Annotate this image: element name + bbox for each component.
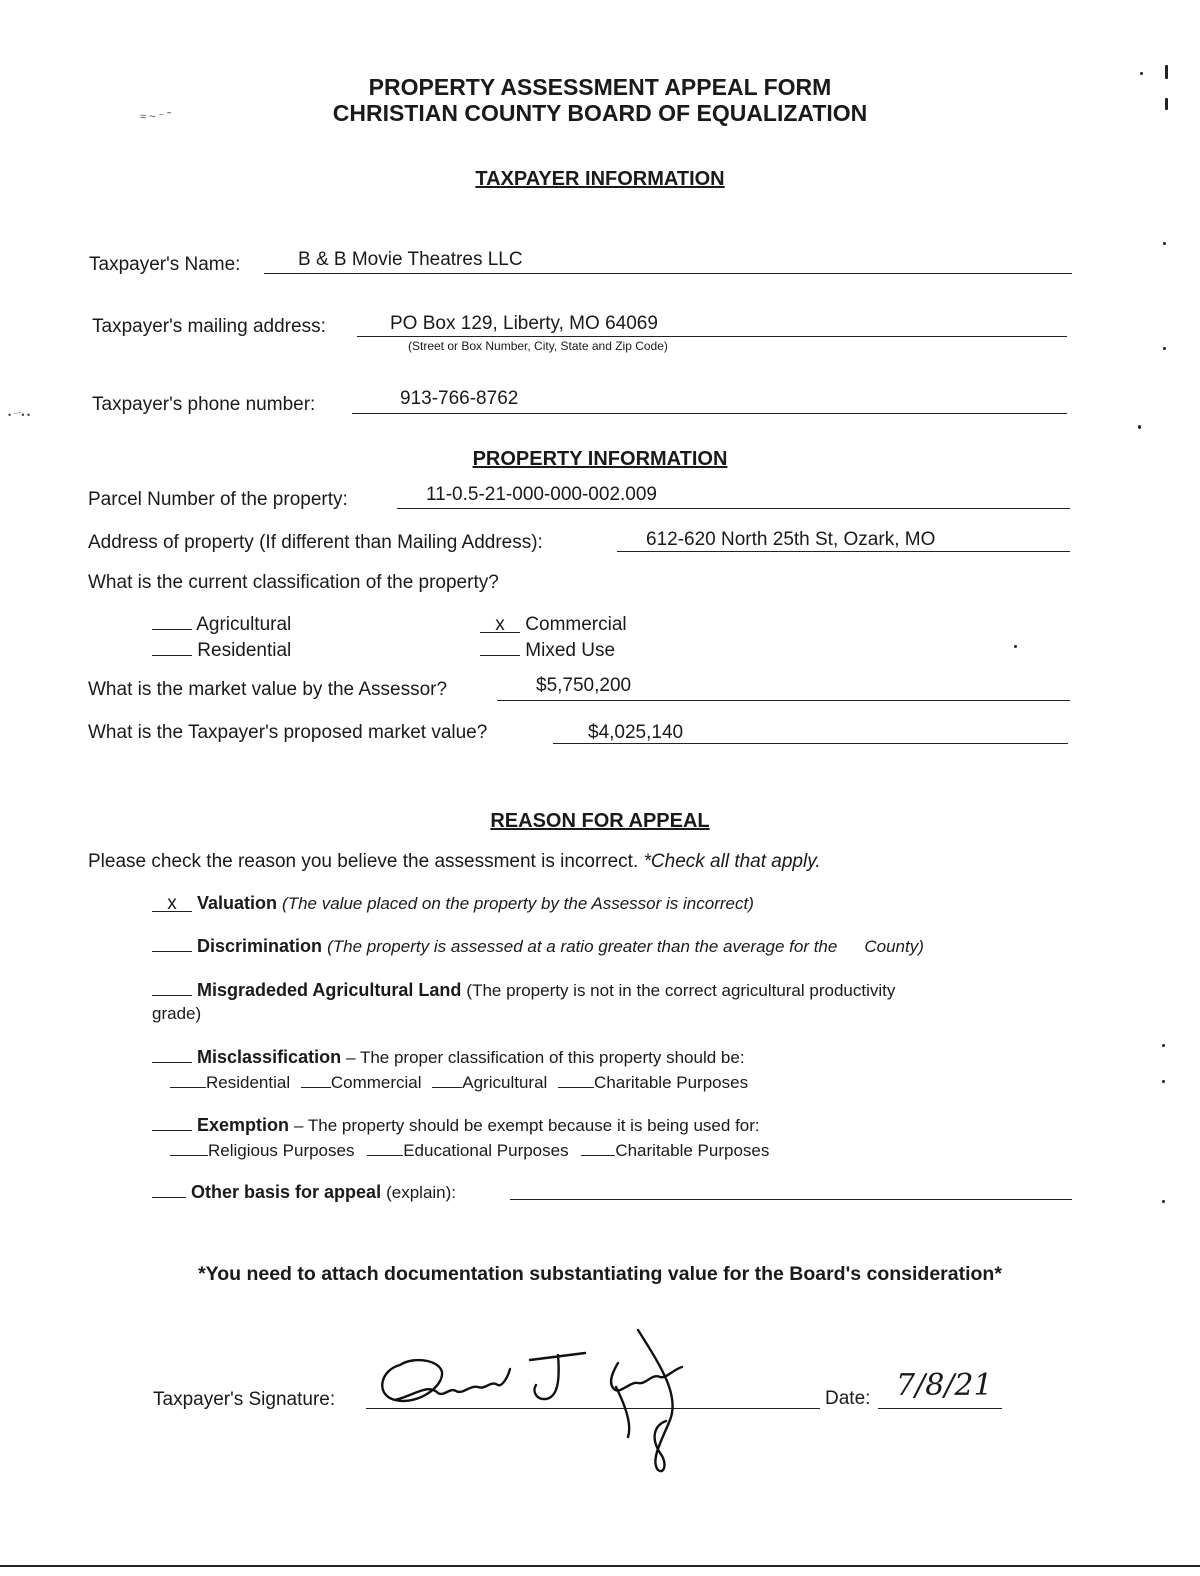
classification-agricultural[interactable] <box>152 614 291 636</box>
classification-mixed-use-label: Mixed Use <box>525 640 616 661</box>
checkbox-misclass-commercial[interactable] <box>301 1073 331 1088</box>
scan-speck <box>1140 72 1143 75</box>
classification-question: What is the current classification of the property? <box>88 572 499 593</box>
parcel-value[interactable]: 11-0.5-21-000-000-002.009 <box>426 484 657 505</box>
checkbox-exempt-religious[interactable] <box>170 1141 208 1156</box>
taxpayer-section-title: TAXPAYER INFORMATION <box>475 168 725 190</box>
reason-valuation[interactable] <box>152 893 754 914</box>
appeal-instruction-note: *Check all that apply. <box>643 851 821 872</box>
taxpayer-name-value[interactable]: B & B Movie Theatres LLC <box>298 249 523 270</box>
checkbox-misgraded[interactable] <box>152 981 192 996</box>
form-subtitle: CHRISTIAN COUNTY BOARD OF EQUALIZATION <box>332 100 868 126</box>
form-title: PROPERTY ASSESSMENT APPEAL FORM <box>368 74 832 100</box>
classification-residential-label: Residential <box>197 640 292 661</box>
documentation-notice: *You need to attach documentation substantiating value for the Board's consideration* <box>198 1263 1002 1285</box>
checkbox-misclass-residential[interactable] <box>170 1073 206 1088</box>
date-label: Date: <box>825 1388 871 1409</box>
checkbox-exempt-charitable[interactable] <box>581 1141 615 1156</box>
checkbox-misclass-charitable[interactable] <box>558 1073 594 1088</box>
misclass-charitable-label: Charitable Purposes <box>594 1073 749 1092</box>
appeal-section-title: REASON FOR APPEAL <box>490 810 710 832</box>
reason-other[interactable] <box>152 1182 456 1203</box>
reason-discrimination-label: Discrimination <box>197 936 323 956</box>
checkbox-exemption[interactable] <box>152 1116 192 1131</box>
proposed-value[interactable]: $4,025,140 <box>588 722 684 743</box>
mailing-address-value[interactable]: PO Box 129, Liberty, MO 64069 <box>390 313 658 334</box>
mailing-address-line <box>357 336 1067 337</box>
property-address-value[interactable]: 612-620 North 25th St, Ozark, MO <box>646 529 936 550</box>
reason-valuation-desc: (The value placed on the property by the Assessor is incorrect) <box>282 894 754 913</box>
checkbox-misclass-agricultural[interactable] <box>432 1073 462 1088</box>
appeal-instruction <box>88 851 821 873</box>
page-bottom-border <box>0 1565 1200 1567</box>
reason-valuation-label: Valuation <box>197 893 278 913</box>
property-address-label: Address of property (If different than Mailing Address): <box>88 532 543 553</box>
reason-misgraded-label: Misgradeded Agricultural Land <box>197 980 462 1000</box>
reason-exemption-label: Exemption <box>197 1115 290 1135</box>
reason-discrimination-desc-end: County) <box>864 937 924 956</box>
assessor-value[interactable]: $5,750,200 <box>536 675 632 696</box>
scan-speck <box>1163 347 1166 350</box>
checkbox-valuation[interactable]: x <box>152 897 192 912</box>
reason-exemption[interactable] <box>152 1115 760 1136</box>
phone-line <box>352 413 1067 414</box>
assessor-value-label: What is the market value by the Assessor? <box>88 679 448 700</box>
misclass-commercial-label: Commercial <box>330 1073 422 1092</box>
mailing-address-hint: (Street or Box Number, City, State and Zip Code) <box>408 339 668 353</box>
reason-discrimination[interactable] <box>152 936 924 957</box>
exempt-religious-label: Religious Purposes <box>208 1141 355 1160</box>
reason-discrimination-desc: (The property is assessed at a ratio greater than the average for the <box>327 937 838 956</box>
property-section-title: PROPERTY INFORMATION <box>472 448 728 470</box>
date-line <box>878 1408 1002 1409</box>
checkbox-mixed-use[interactable] <box>480 641 520 656</box>
classification-commercial-label: Commercial <box>525 614 627 635</box>
reason-misgraded-desc: (The property is not in the correct agricultural productivity <box>466 981 896 1000</box>
misclass-agricultural-label: Agricultural <box>462 1073 548 1092</box>
checkbox-exempt-educational[interactable] <box>367 1141 403 1156</box>
assessor-value-line <box>497 700 1070 701</box>
scan-speck <box>1165 65 1168 79</box>
scan-speck <box>1162 1080 1165 1083</box>
exemption-options <box>170 1141 769 1161</box>
signature-image <box>370 1325 700 1475</box>
classification-agricultural-label: Agricultural <box>196 614 292 635</box>
scan-speck <box>1014 645 1017 648</box>
misclass-residential-label: Residential <box>206 1073 291 1092</box>
exempt-charitable-label: Charitable Purposes <box>615 1141 770 1160</box>
phone-label: Taxpayer's phone number: <box>92 394 316 415</box>
checkbox-misclassification[interactable] <box>152 1048 192 1063</box>
scan-speck <box>1165 98 1168 110</box>
date-value[interactable]: 7/8/21 <box>896 1368 993 1403</box>
scan-artifact: ≈ ~ ⁻ ˜ <box>140 111 172 123</box>
reason-misgraded[interactable] <box>152 980 895 1001</box>
phone-value[interactable]: 913-766-8762 <box>400 388 519 409</box>
appeal-instruction-text: Please check the reason you believe the assessment is incorrect. <box>88 851 639 872</box>
reason-other-desc: (explain): <box>386 1183 457 1202</box>
reason-other-line <box>510 1199 1072 1200</box>
checkbox-residential[interactable] <box>152 641 192 656</box>
proposed-value-line <box>553 743 1068 744</box>
scan-speck <box>1162 1200 1165 1203</box>
classification-commercial[interactable] <box>480 614 627 636</box>
mailing-address-label: Taxpayer's mailing address: <box>92 316 326 337</box>
scan-artifact: • ⁻ˉ• • <box>8 410 31 420</box>
signature-label: Taxpayer's Signature: <box>153 1389 336 1410</box>
checkbox-agricultural[interactable] <box>152 615 192 630</box>
checkbox-commercial[interactable]: x <box>480 618 520 633</box>
exempt-educational-label: Educational Purposes <box>403 1141 569 1160</box>
classification-residential[interactable] <box>152 640 291 662</box>
property-address-line <box>617 551 1070 552</box>
taxpayer-name-line <box>264 273 1072 274</box>
reason-misclassification-label: Misclassification <box>197 1047 342 1067</box>
checkbox-other[interactable] <box>152 1183 186 1198</box>
reason-misclassification[interactable] <box>152 1047 745 1068</box>
misclassification-options <box>170 1073 748 1093</box>
scan-speck <box>1162 1044 1165 1047</box>
classification-mixed-use[interactable] <box>480 640 615 662</box>
reason-misgraded-desc-cont: grade) <box>152 1004 202 1023</box>
reason-misclassification-desc: – The proper classification of this property should be: <box>346 1048 745 1067</box>
proposed-value-label: What is the Taxpayer's proposed market value? <box>88 722 488 743</box>
checkbox-discrimination[interactable] <box>152 937 192 952</box>
reason-other-label: Other basis for appeal <box>191 1182 382 1202</box>
reason-exemption-desc: – The property should be exempt because it is being used for: <box>294 1116 760 1135</box>
scan-speck <box>1163 242 1166 245</box>
parcel-label: Parcel Number of the property: <box>88 489 348 510</box>
scan-speck <box>1138 425 1141 429</box>
parcel-line <box>397 508 1070 509</box>
taxpayer-name-label: Taxpayer's Name: <box>89 254 241 275</box>
